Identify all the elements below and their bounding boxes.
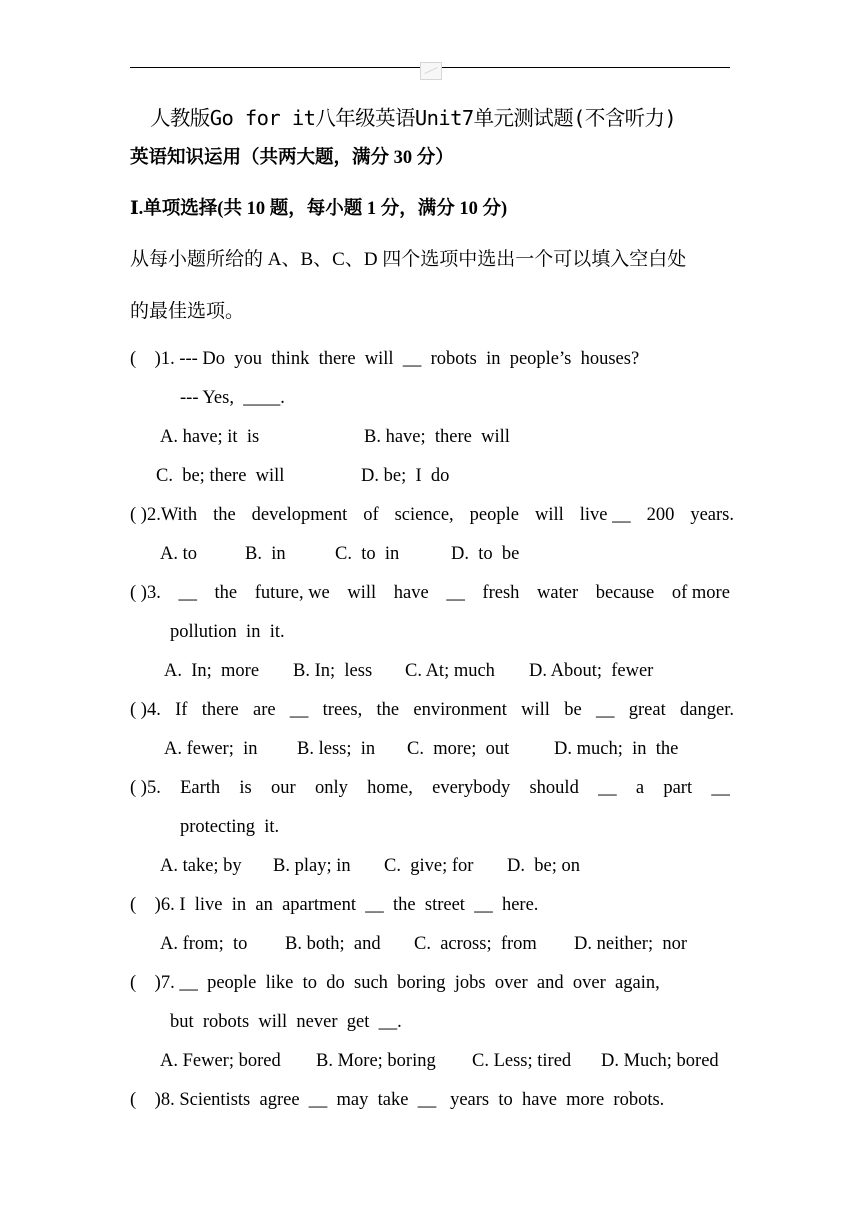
stem-word: is <box>239 778 252 798</box>
question-5-stem <box>130 776 730 800</box>
stem-word: trees, <box>322 700 363 720</box>
stem-word: only <box>314 778 348 798</box>
stem-word: If <box>175 700 188 720</box>
q3-option-b: B. In; less <box>293 661 373 681</box>
stem-word: there <box>201 700 239 720</box>
stem-word: __ <box>598 778 617 798</box>
q5-option-b: B. play; in <box>273 856 351 876</box>
q4-option-c: C. more; out <box>407 739 510 759</box>
stem-word: ( )5. <box>130 778 161 798</box>
q5-option-d: D. be; on <box>507 856 580 876</box>
stem-word: __ <box>289 700 309 720</box>
stem-word: Earth <box>180 778 221 798</box>
stem-word: of more <box>671 583 730 603</box>
q4-option-d: D. much; in the <box>554 739 679 759</box>
q3-option-c: C. At; much <box>405 661 495 681</box>
q6-option-c: C. across; from <box>414 934 537 954</box>
question-5-stem-line-2: protecting it. <box>180 817 280 837</box>
stem-word: will <box>534 505 564 525</box>
question-1-reply: --- Yes, ____. <box>180 388 285 408</box>
q7-option-c: C. Less; tired <box>472 1051 572 1071</box>
stem-word: ( )3. <box>130 583 161 603</box>
stem-word: have <box>393 583 429 603</box>
q7-option-d: D. Much; bored <box>601 1051 719 1071</box>
stem-word: a <box>635 778 645 798</box>
stem-word: water <box>537 583 579 603</box>
stem-word: __ <box>178 583 197 603</box>
question-6-stem: ( )6. I live in an apartment __ the street __ here. <box>130 895 539 915</box>
stem-word: people <box>469 505 519 525</box>
stem-word: will <box>521 700 550 720</box>
stem-word: the <box>376 700 400 720</box>
stem-word: __ <box>595 700 615 720</box>
q1-option-b: B. have; there will <box>364 427 510 447</box>
q2-option-a: A. to <box>160 544 197 564</box>
stem-word: everybody <box>432 778 511 798</box>
stem-word: years. <box>690 505 734 525</box>
image-placeholder-icon <box>420 62 442 80</box>
stem-word: be <box>564 700 582 720</box>
question-3-stem-line-2: pollution in it. <box>170 622 285 642</box>
stem-word: because <box>595 583 655 603</box>
stem-word: are <box>252 700 276 720</box>
stem-word: __ <box>446 583 465 603</box>
part1-heading: Ⅰ.单项选择(共 10 题，每小题 1 分，满分 10 分) <box>130 199 508 219</box>
section-heading: 英语知识运用（共两大题，满分 30 分） <box>130 148 454 168</box>
q5-option-c: C. give; for <box>384 856 474 876</box>
instruction-line-2: 的最佳选项。 <box>130 301 245 322</box>
stem-word: fresh <box>482 583 520 603</box>
q2-option-d: D. to be <box>451 544 520 564</box>
stem-word: of <box>363 505 379 525</box>
q2-option-b: B. in <box>245 544 286 564</box>
question-8-stem: ( )8. Scientists agree __ may take __ years to have more robots. <box>130 1090 665 1110</box>
stem-word: the <box>213 505 236 525</box>
stem-word: ( )4. <box>130 700 161 720</box>
stem-word: the <box>214 583 238 603</box>
q3-option-d: D. About; fewer <box>529 661 654 681</box>
q7-option-b: B. More; boring <box>316 1051 436 1071</box>
stem-word: danger. <box>680 700 734 720</box>
q4-option-a: A. fewer; in <box>164 739 258 759</box>
question-2-stem <box>130 503 734 527</box>
q5-option-a: A. take; by <box>160 856 242 876</box>
question-3-stem <box>130 581 730 605</box>
question-1-stem: ( )1. --- Do you think there will __ robots in people’s houses? <box>130 349 640 369</box>
q3-option-a: A. In; more <box>164 661 260 681</box>
stem-word: future, we <box>254 583 330 603</box>
q7-option-a: A. Fewer; bored <box>160 1051 281 1071</box>
q6-option-a: A. from; to <box>160 934 248 954</box>
q1-option-a: A. have; it is <box>160 427 260 447</box>
stem-word: __ <box>711 778 730 798</box>
stem-word: great <box>628 700 666 720</box>
stem-word: environment <box>413 700 507 720</box>
q1-option-c: C. be; there will <box>156 466 285 486</box>
q1-option-d: D. be; I do <box>361 466 450 486</box>
stem-word: ( )2.With <box>130 505 198 525</box>
stem-word: development <box>251 505 348 525</box>
stem-word: part <box>663 778 693 798</box>
question-4-stem <box>130 698 734 722</box>
stem-word: live __ <box>579 505 631 525</box>
stem-word: 200 <box>646 505 675 525</box>
q6-option-b: B. both; and <box>285 934 381 954</box>
q6-option-d: D. neither; nor <box>574 934 688 954</box>
question-7-stem-line-2: but robots will never get __. <box>170 1012 402 1032</box>
stem-word: will <box>347 583 377 603</box>
document-title: 人教版Go for it八年级英语Unit7单元测试题(不含听力) <box>150 106 677 130</box>
stem-word: our <box>271 778 296 798</box>
question-7-stem: ( )7. __ people like to do such boring jobs over and over again, <box>130 973 660 993</box>
instruction-line-1: 从每小题所给的 A、B、C、D 四个选项中选出一个可以填入空白处 <box>130 249 687 270</box>
q4-option-b: B. less; in <box>297 739 376 759</box>
stem-word: should <box>529 778 579 798</box>
stem-word: science, <box>394 505 454 525</box>
q2-option-c: C. to in <box>335 544 400 564</box>
stem-word: home, <box>367 778 413 798</box>
